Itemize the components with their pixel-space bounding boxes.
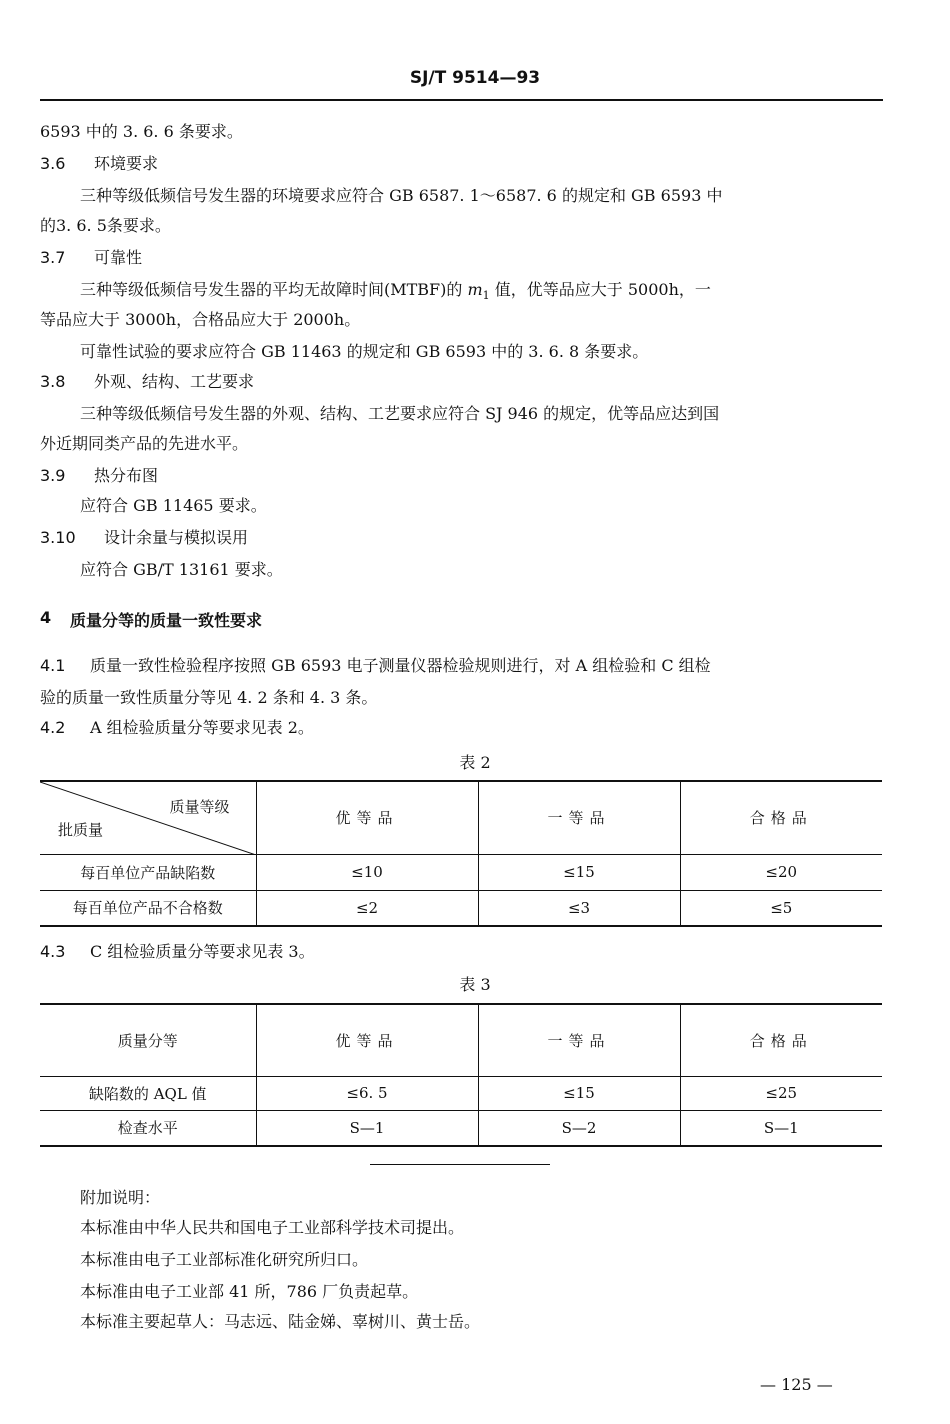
- section-number: 4.1: [40, 656, 66, 675]
- paragraph-line: 等品应大于 3000h，合格品应大于 2000h。: [40, 310, 361, 329]
- row-label: 每百单位产品缺陷数: [40, 854, 256, 890]
- section-number: 4.2: [40, 718, 66, 737]
- section-title: 设计余量与模拟误用: [104, 528, 249, 547]
- paragraph-line: 的3. 6. 5条要求。: [40, 216, 171, 235]
- paragraph-line: 可靠性试验的要求应符合 GB 11463 的规定和 GB 6593 中的 3. 6. 8 条要求。: [80, 342, 649, 361]
- section-number: 4: [40, 608, 52, 627]
- notes-divider: [370, 1164, 550, 1165]
- notes-line: 本标准由中华人民共和国电子工业部科学技术司提出。: [80, 1218, 465, 1237]
- notes-line: 本标准主要起草人：马志远、陆金娣、辜树川、黄士岳。: [80, 1312, 481, 1331]
- section-heading: 质量分等的质量一致性要求: [70, 611, 263, 630]
- row-label: 检查水平: [40, 1110, 256, 1146]
- section-number: 3.10: [40, 528, 76, 547]
- corner-bottom-label: 批质量: [58, 820, 104, 839]
- column-header: 合格品: [680, 1004, 882, 1076]
- section-number: 3.6: [40, 154, 66, 173]
- table-cell: ≤25: [680, 1076, 882, 1110]
- column-header: 合格品: [680, 781, 882, 854]
- row-label: 缺陷数的 AQL 值: [40, 1076, 256, 1110]
- section-number: 3.9: [40, 466, 66, 485]
- table-cell: S—1: [256, 1110, 478, 1146]
- table-row: [40, 854, 882, 890]
- section-title: 环境要求: [94, 154, 159, 173]
- paragraph-line: 应符合 GB/T 13161 要求。: [80, 560, 283, 579]
- header-rule: [40, 99, 883, 101]
- table-cell: ≤6. 5: [256, 1076, 478, 1110]
- column-header: 一等品: [478, 1004, 680, 1076]
- section-title: 外观、结构、工艺要求: [94, 372, 255, 391]
- column-header: 一等品: [478, 781, 680, 854]
- continuation-line: 6593 中的 3. 6. 6 条要求。: [40, 122, 243, 141]
- table-cell: ≤2: [256, 890, 478, 926]
- table-cell: ≤15: [478, 854, 680, 890]
- table-row: [40, 1110, 882, 1146]
- table-cell: ≤10: [256, 854, 478, 890]
- paragraph-line: 验的质量一致性质量分等见 4. 2 条和 4. 3 条。: [40, 688, 378, 707]
- column-header: 优等品: [256, 781, 478, 854]
- math-m: m: [467, 280, 483, 299]
- table-corner-cell: [40, 781, 256, 854]
- notes-line: 本标准由电子工业部 41 所，786 厂负责起草。: [80, 1282, 419, 1301]
- paragraph-line: 外近期同类产品的先进水平。: [40, 434, 249, 453]
- row-label: 每百单位产品不合格数: [40, 890, 256, 926]
- paragraph-line: A 组检验质量分等要求见表 2。: [90, 718, 314, 737]
- corner-label: 质量分等: [40, 1004, 256, 1076]
- table-cell: ≤3: [478, 890, 680, 926]
- paragraph-line: 三种等级低频信号发生器的平均无故障时间(MTBF)的 $m_1$ 值，优等品应大于 5000h，一: [80, 280, 711, 303]
- table-cell: S—1: [680, 1110, 882, 1146]
- table-caption: 表 2: [459, 753, 491, 772]
- table-cell: ≤15: [478, 1076, 680, 1110]
- notes-line: 本标准由电子工业部标准化研究所归口。: [80, 1250, 369, 1269]
- table-caption: 表 3: [459, 975, 491, 994]
- section-number: 3.7: [40, 248, 66, 267]
- table-cell: S—2: [478, 1110, 680, 1146]
- corner-top-label: 质量等级: [169, 798, 230, 816]
- paragraph-line: 质量一致性检验程序按照 GB 6593 电子测量仪器检验规则进行，对 A 组检验和 C 组检: [90, 656, 711, 675]
- page-header-title: SJ/T 9514—93: [409, 68, 541, 88]
- section-number: 4.3: [40, 942, 66, 961]
- paragraph-line: 应符合 GB 11465 要求。: [80, 496, 267, 515]
- section-title: 热分布图: [94, 466, 159, 485]
- column-header: 优等品: [256, 1004, 478, 1076]
- table-cell: ≤5: [680, 890, 882, 926]
- table-2: [40, 780, 882, 927]
- table-row: [40, 890, 882, 926]
- notes-title: 附加说明：: [80, 1188, 161, 1207]
- paragraph-line: 三种等级低频信号发生器的环境要求应符合 GB 6587. 1～6587. 6 的规定和 GB 6593 中: [80, 186, 723, 205]
- section-title: 可靠性: [94, 248, 143, 267]
- table-3: [40, 1003, 882, 1147]
- table-cell: ≤20: [680, 854, 882, 890]
- table-row: [40, 1076, 882, 1110]
- page-number: — 125 —: [760, 1375, 833, 1394]
- paragraph-line: C 组检验质量分等要求见表 3。: [90, 942, 315, 961]
- paragraph-line: 三种等级低频信号发生器的外观、结构、工艺要求应符合 SJ 946 的规定，优等品应达到国: [80, 404, 720, 423]
- section-number: 3.8: [40, 372, 66, 391]
